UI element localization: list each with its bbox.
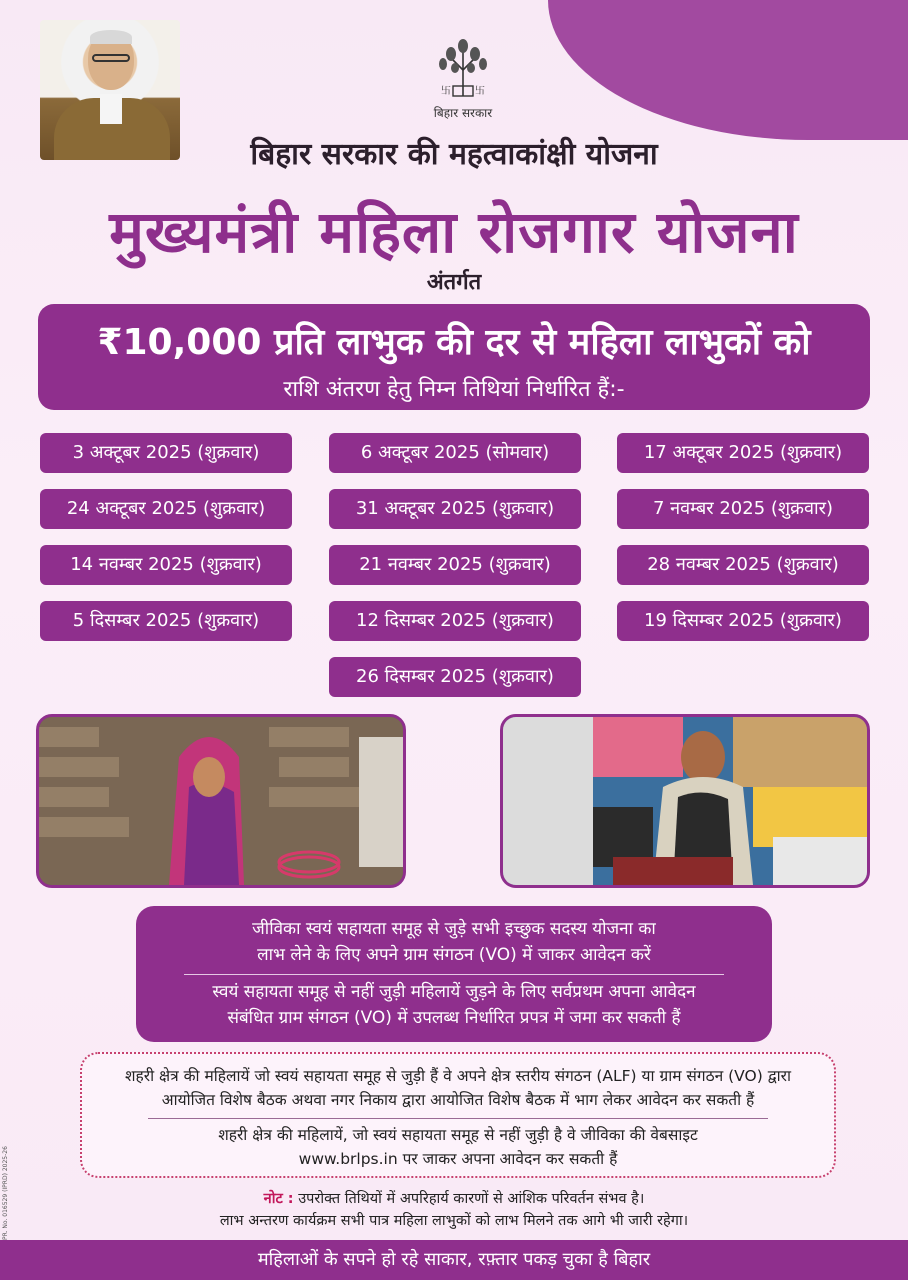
tailor-shop-photo — [500, 714, 870, 888]
info2-para1-line2: आयोजित विशेष बैठक अथवा नगर निकाय द्वारा आयोजित विशेष बैठक में भाग लेकर आवेदन कर सकती हैं — [161, 1091, 755, 1109]
info1-para2-line1: स्वयं सहायता समूह से नहीं जुड़ी महिलायें जुड़ने के लिए सर्वप्रथम अपना आवेदन — [212, 982, 696, 1002]
date-item: 24 अक्टूबर 2025 (शुक्रवार) — [40, 489, 292, 529]
woman-making-bangles-image — [39, 717, 403, 885]
date-item: 3 अक्टूबर 2025 (शुक्रवार) — [40, 433, 292, 473]
note-line2: लाभ अन्तरण कार्यक्रम सभी पात्र महिला लाभुकों को लाभ मिलने तक आगे भी जारी रहेगा। — [219, 1213, 689, 1229]
info1-para1-line2: लाभ लेने के लिए अपने ग्राम संगठन (VO) में जाकर आवेदन करें — [257, 945, 651, 965]
date-item: 17 अक्टूबर 2025 (शुक्रवार) — [617, 433, 869, 473]
amount-banner-line2: राशि अंतरण हेतु निम्न तिथियां निर्धारित हैं:- — [283, 377, 625, 402]
date-item: 19 दिसम्बर 2025 (शुक्रवार) — [617, 601, 869, 641]
scheme-subtitle: बिहार सरकार की महत्वाकांक्षी योजना — [250, 137, 658, 172]
divider — [184, 974, 724, 975]
urban-application-info — [80, 1052, 836, 1178]
info1-para2-line2: संबंधित ग्राम संगठन (VO) में उपलब्ध निर्धारित प्रपत्र में जमा कर सकती हैं — [227, 1008, 681, 1028]
svg-text:卐: 卐 — [441, 86, 451, 97]
bodhi-tree-icon — [433, 36, 493, 102]
svg-text:卐: 卐 — [475, 86, 485, 97]
woman-tailor-shop-image — [503, 717, 867, 885]
under-label: अंतर्गत — [426, 270, 482, 295]
bihar-government-emblem — [428, 36, 498, 122]
press-release-reference: PR. No. 016529 (IPRD) 2025-26 — [2, 1146, 9, 1240]
decorative-corner-shape — [548, 0, 908, 140]
footer-slogan: महिलाओं के सपने हो रहे साकार, रफ़्तार पकड़ चुका है बिहार — [0, 1240, 908, 1280]
date-item: 31 अक्टूबर 2025 (शुक्रवार) — [329, 489, 581, 529]
note-label: नोट : — [263, 1191, 294, 1207]
amount-banner — [38, 304, 870, 410]
date-item: 5 दिसम्बर 2025 (शुक्रवार) — [40, 601, 292, 641]
bangle-maker-photo — [36, 714, 406, 888]
date-item: 28 नवम्बर 2025 (शुक्रवार) — [617, 545, 869, 585]
date-item: 6 अक्टूबर 2025 (सोमवार) — [329, 433, 581, 473]
date-item: 7 नवम्बर 2025 (शुक्रवार) — [617, 489, 869, 529]
date-item: 14 नवम्बर 2025 (शुक्रवार) — [40, 545, 292, 585]
note-section — [0, 1188, 908, 1232]
divider — [148, 1118, 768, 1119]
scheme-title: मुख्यमंत्री महिला रोजगार योजना — [109, 198, 799, 266]
date-item: 21 नवम्बर 2025 (शुक्रवार) — [329, 545, 581, 585]
info2-para2-line1: शहरी क्षेत्र की महिलायें, जो स्वयं सहायता समूह से नहीं जुड़ी है वे जीविका की वेबसाइट — [218, 1126, 698, 1144]
info2-para1-line1: शहरी क्षेत्र की महिलायें जो स्वयं सहायता समूह से जुड़ी हैं वे अपने क्षेत्र स्तरीय संगठन (ALF) या ग्राम संगठन (VO) द्वारा — [125, 1067, 791, 1085]
info1-para1-line1: जीविका स्वयं सहायता समूह से जुड़े सभी इच्छुक सदस्य योजना का — [252, 919, 656, 939]
rural-application-info — [136, 906, 772, 1042]
date-item: 12 दिसम्बर 2025 (शुक्रवार) — [329, 601, 581, 641]
emblem-caption: बिहार सरकार — [433, 106, 493, 120]
note-line1: उपरोक्त तिथियों में अपरिहार्य कारणों से आंशिक परिवर्तन संभव है। — [293, 1191, 645, 1207]
info2-para2-line2: www.brlps.in पर जाकर अपना आवेदन कर सकती हैं — [298, 1150, 618, 1168]
date-item: 26 दिसम्बर 2025 (शुक्रवार) — [329, 657, 581, 697]
amount-banner-line1: ₹10,000 प्रति लाभुक की दर से महिला लाभुकों को — [97, 322, 811, 363]
